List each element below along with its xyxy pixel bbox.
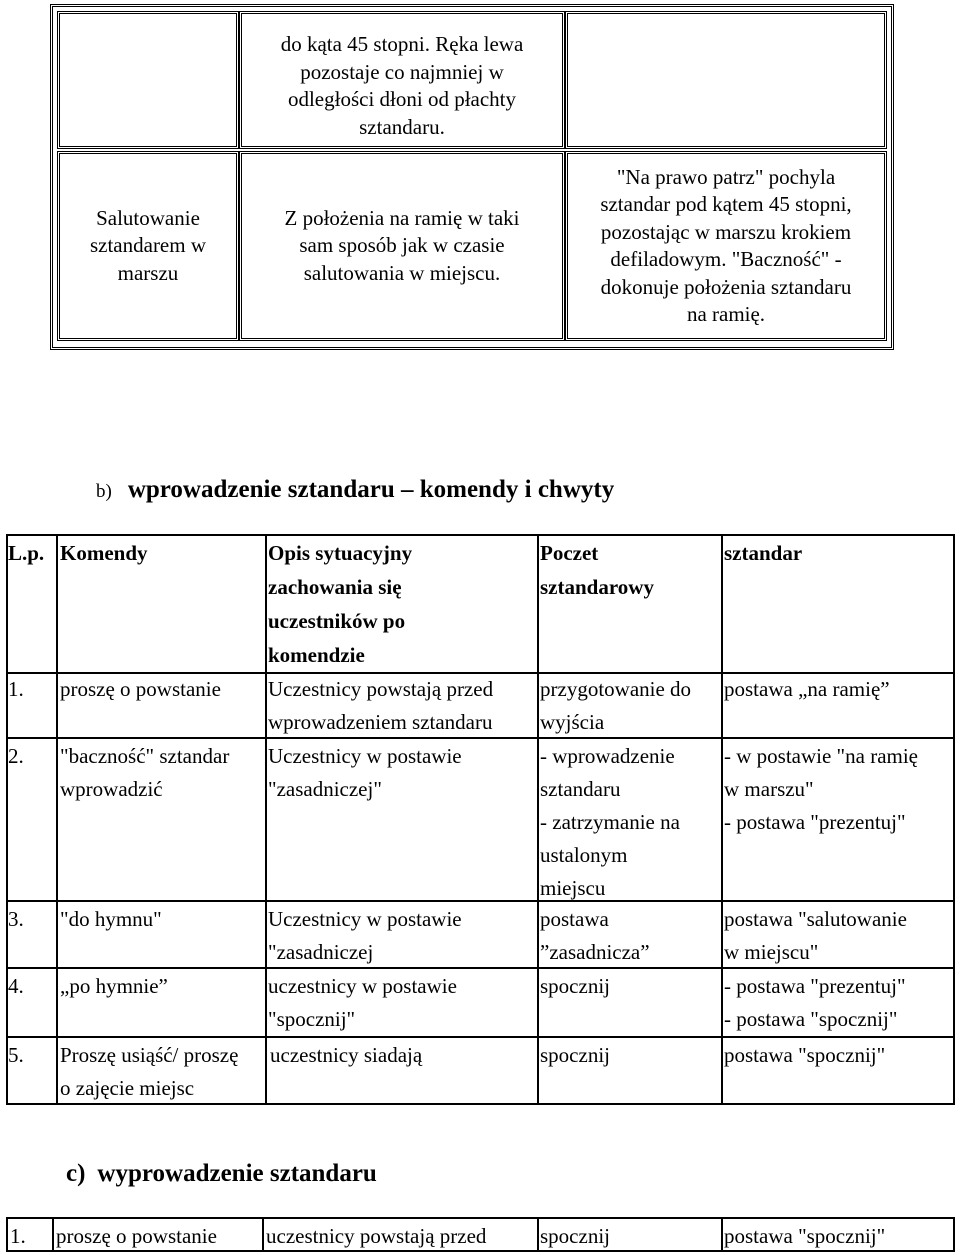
table-column-divider	[721, 1219, 723, 1250]
header-lp: L.p.	[8, 541, 45, 565]
bottom-table	[6, 1217, 955, 1252]
row-2-opis: Uczestnicy w postawie "zasadniczej"	[268, 744, 462, 801]
row-5-komenda: Proszę usiąść/ proszę o zajęcie miejsc	[60, 1043, 239, 1100]
top-table-r2-c2	[239, 151, 565, 341]
table-row-divider	[8, 900, 953, 902]
bottom-row-komenda: proszę o powstanie	[56, 1224, 217, 1248]
row-4-poczet: spocznij	[540, 974, 610, 998]
table-column-divider	[265, 536, 267, 1103]
row-3-opis: Uczestnicy w postawie "zasadniczej	[268, 907, 462, 964]
row-2-lp: 2.	[8, 744, 24, 768]
table-column-divider	[52, 1219, 54, 1250]
header-sztandar: sztandar	[724, 541, 803, 565]
section-b-heading	[96, 476, 614, 504]
row-5-opis: uczestnicy siadają	[268, 1039, 422, 1072]
header-opis: Opis sytuacyjny zachowania się uczestników po komendzie	[268, 541, 413, 667]
section-c-title: wyprowadzenie sztandaru	[97, 1160, 377, 1187]
section-c-marker: c)	[66, 1160, 86, 1187]
row-2-sztandar: - w postawie "na ramię w marszu" - postawa "prezentuj"	[724, 744, 919, 834]
cell-text: "Na prawo patrz" pochyla sztandar pod kątem 45 stopni, pozostając w marszu krokiem defiladowym. "Baczność" - dokonuje położenia sztandaru na ramię.	[600, 164, 852, 326]
row-3-sztandar: postawa "salutowanie w miejscu"	[724, 907, 907, 964]
bottom-row-opis: uczestnicy powstają przed	[266, 1224, 487, 1248]
row-5-sztandar: postawa "spocznij"	[724, 1043, 886, 1067]
table-row-divider	[8, 1036, 953, 1038]
section-b-title: wprowadzenie sztandaru – komendy i chwyty	[127, 476, 615, 503]
row-3-lp: 3.	[8, 907, 24, 931]
table-column-divider	[537, 1219, 539, 1250]
row-4-komenda: „po hymnie”	[60, 974, 168, 998]
section-b-marker: b)	[96, 481, 112, 502]
section-c-heading	[66, 1160, 377, 1188]
top-table	[50, 4, 894, 350]
top-table-r1-c1	[57, 11, 239, 149]
bottom-row-sztandar: postawa "spocznij"	[724, 1224, 886, 1248]
table-column-divider	[56, 536, 58, 1103]
row-1-poczet: przygotowanie do wyjścia	[540, 677, 692, 734]
cell-text: do kąta 45 stopni. Ręka lewa pozostaje co najmniej w odległości dłoni od płachty sztandaru.	[280, 32, 524, 139]
top-table-r1-c3	[565, 11, 887, 149]
row-1-lp: 1.	[8, 677, 24, 701]
row-5-lp: 5.	[8, 1043, 24, 1067]
table-column-divider	[721, 536, 723, 1103]
row-1-komenda: proszę o powstanie	[60, 677, 221, 701]
table-column-divider	[262, 1219, 264, 1250]
row-5-poczet: spocznij	[540, 1043, 610, 1067]
cell-text: Z położenia na ramię w taki sam sposób jak w czasie salutowania w miejscu.	[284, 205, 520, 285]
row-3-poczet: postawa ”zasadnicza”	[540, 907, 650, 964]
row-4-sztandar: - postawa "prezentuj" - postawa "spocznij"	[724, 974, 906, 1031]
table-column-divider	[537, 536, 539, 1103]
commands-table	[6, 534, 955, 1105]
bottom-row-lp: 1.	[10, 1224, 26, 1248]
top-table-r2-c1	[57, 151, 239, 341]
top-table-r1-c2	[239, 11, 565, 149]
row-3-komenda: "do hymnu"	[60, 907, 162, 931]
cell-text: Salutowanie sztandarem w marszu	[89, 205, 207, 285]
header-komendy: Komendy	[60, 541, 148, 565]
bottom-row-poczet: spocznij	[540, 1224, 610, 1248]
row-1-sztandar: postawa „na ramię”	[724, 677, 890, 701]
header-poczet: Poczet sztandarowy	[540, 541, 654, 599]
row-1-opis: Uczestnicy powstają przed wprowadzeniem sztandaru	[268, 677, 494, 734]
row-4-opis: uczestnicy w postawie "spocznij"	[268, 974, 457, 1031]
row-2-poczet: - wprowadzenie sztandaru - zatrzymanie na ustalonym miejscu	[540, 744, 680, 900]
top-table-r2-c3	[565, 151, 887, 341]
row-2-komenda: "baczność" sztandar wprowadzić	[60, 744, 230, 801]
row-4-lp: 4.	[8, 974, 24, 998]
